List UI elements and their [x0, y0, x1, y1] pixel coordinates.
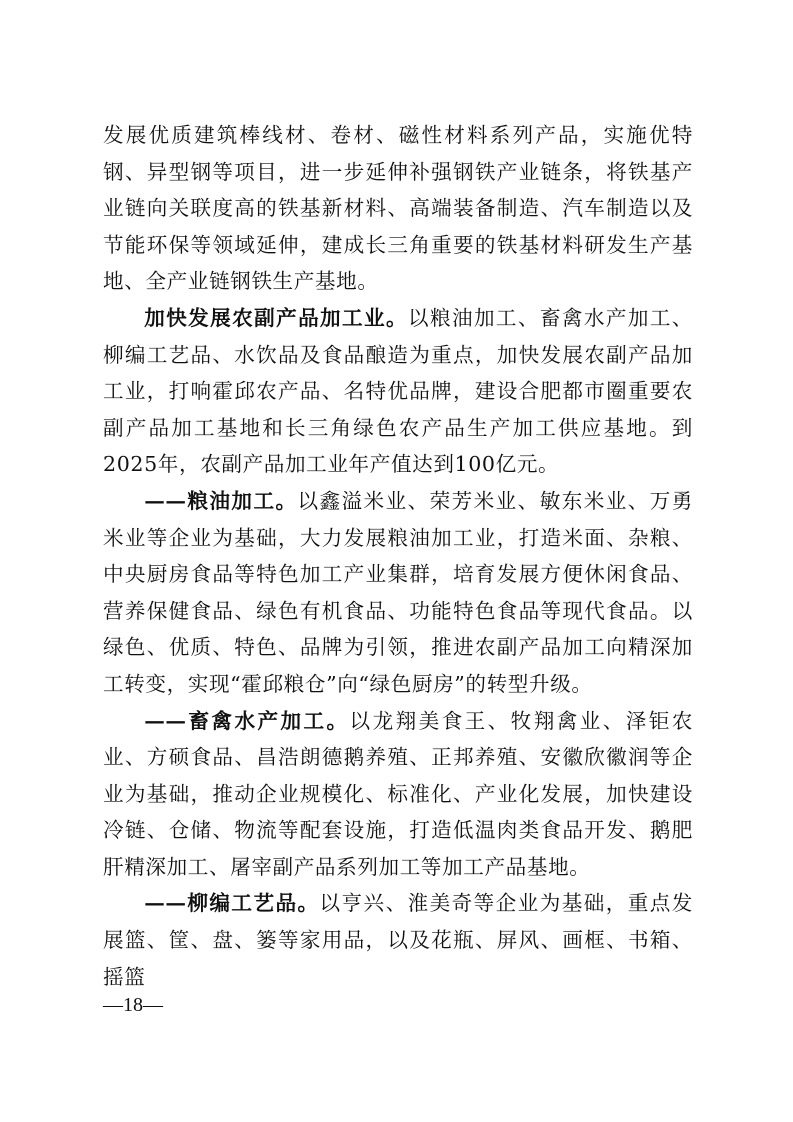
paragraph-text: 发展优质建筑棒线材、卷材、磁性材料系列产品，实施优特钢、异型钢等项目，进一步延伸补强钢铁产业链条，将铁基产业链向关联度高的铁基新材料、高端装备制造、汽车制造以及节能环保等领域延伸，建成长三角重要的铁基材料研发生产基地、全产业链钢铁生产基地。	[103, 123, 693, 294]
paragraph-agri-processing	[103, 300, 693, 483]
paragraph-heading: ——畜禽水产加工。	[144, 708, 350, 733]
paragraph-text: 以龙翔美食王、牧翔禽业、泽钜农业、方硕食品、昌浩朗德鹅养殖、正邦养殖、安徽欣徽润等企业为基础，推动企业规模化、标准化、产业化发展，加快建设冷链、仓储、物流等配套设施，打造低温肉类食品开发、鹅肥肝精深加工、屠宰副产品系列加工等加工产品基地。	[103, 708, 694, 879]
paragraph-heading: ——柳编工艺品。	[144, 891, 320, 916]
paragraph-wicker-crafts	[103, 885, 693, 995]
paragraph-livestock-aquatic	[103, 703, 693, 886]
paragraph-text: 以亨兴、淮美奇等企业为基础，重点发展篮、筐、盘、篓等家用品，以及花瓶、屏风、画框、书箱、摇篮	[103, 891, 693, 989]
paragraph-heading: ——粮油加工。	[144, 488, 298, 513]
paragraph-text: 以鑫溢米业、荣芳米业、敏东米业、万勇米业等企业为基础，大力发展粮油加工业，打造米面、杂粮、中央厨房食品等特色加工产业集群，培育发展方便休闲食品、营养保健食品、绿色有机食品、功能特色食品等现代食品。以绿色、优质、特色、品牌为引领，推进农副产品加工向精深加工转变，实现“霍邱粮仓”向“绿色厨房”的转型升级。	[103, 488, 693, 696]
paragraph-heading: 加快发展农副产品加工业。	[144, 305, 408, 330]
document-body	[103, 117, 693, 995]
paragraph-grain-oil	[103, 483, 693, 703]
page-number: —18—	[103, 994, 163, 1016]
paragraph-text: 以粮油加工、畜禽水产加工、柳编工艺品、水饮品及食品酿造为重点，加快发展农副产品加工业，打响霍邱农产品、名特优品牌，建设合肥都市圈重要农副产品加工基地和长三角绿色农产品生产加工供应基地。到2025年，农副产品加工业年产值达到100亿元。	[103, 305, 693, 477]
paragraph-steel-continuation	[103, 117, 693, 300]
